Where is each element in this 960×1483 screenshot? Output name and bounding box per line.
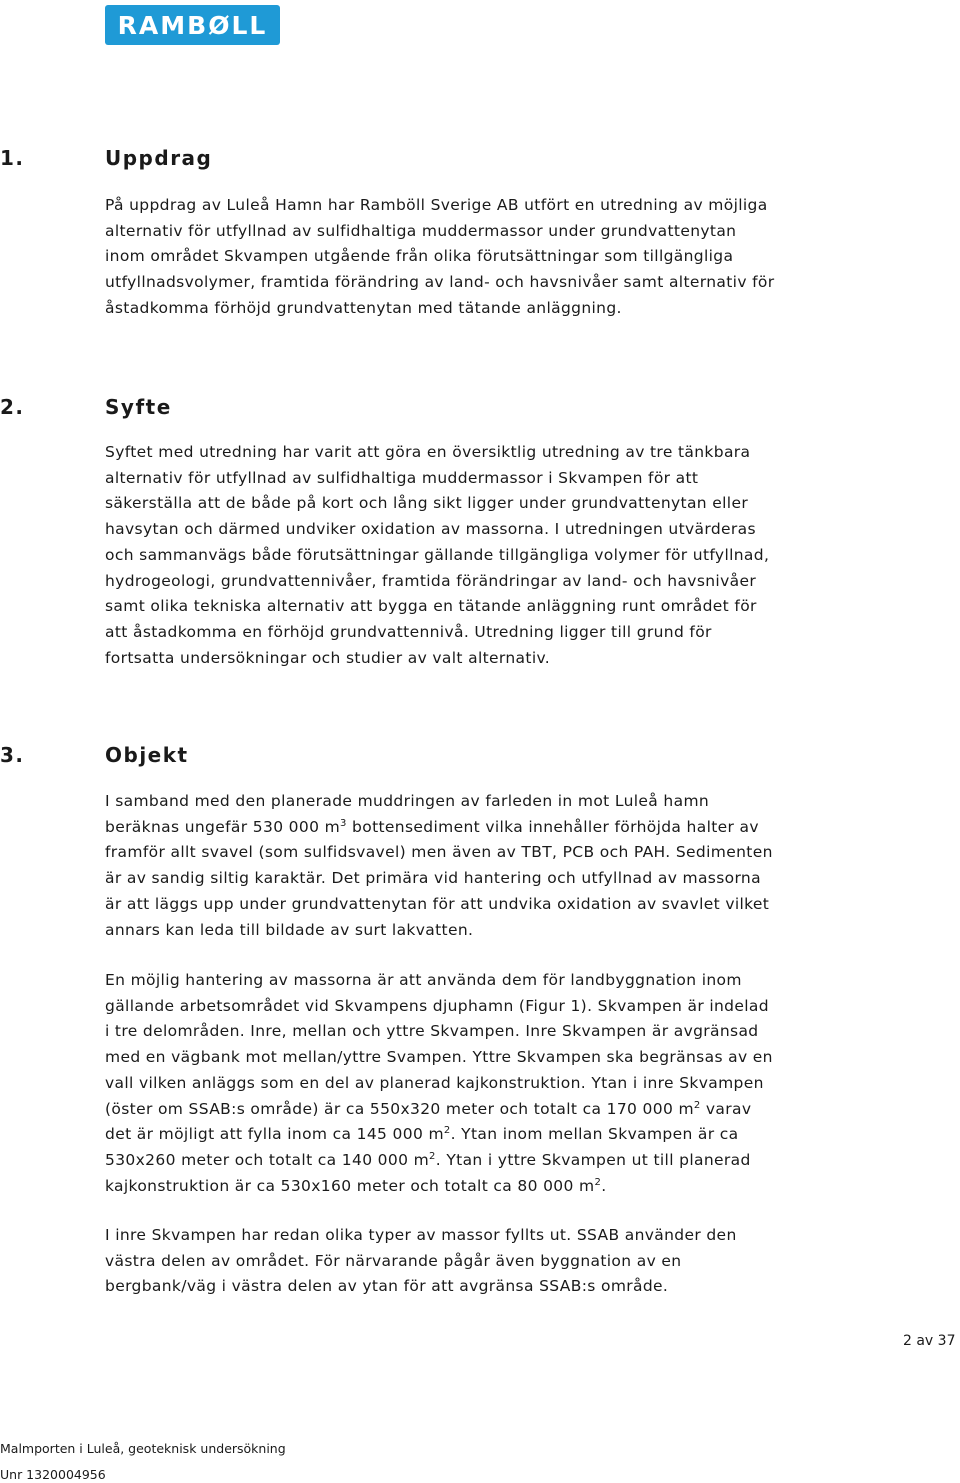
- paragraph-line: och sammanvägs både förutsättningar gällande tillgängliga volymer för utfyllnad,: [105, 545, 770, 564]
- logo-text: RAMBØLL: [117, 10, 268, 40]
- paragraph-line: havsytan och därmed undviker oxidation av massorna. I utredningen utvärderas: [105, 520, 756, 539]
- paragraph-line: 530x260 meter och totalt ca 140 000 $m^2$. Ytan i yttre Skvampen ut till planerad: [105, 1150, 751, 1169]
- section-title: Objekt: [105, 743, 189, 767]
- paragraph-line: annars kan leda till bildade av surt lakvatten.: [105, 920, 474, 939]
- paragraph: [105, 440, 845, 671]
- paragraph-line: det är möjligt att fylla inom ca 145 000 $m^2$. Ytan inom mellan Skvampen är ca: [105, 1125, 739, 1144]
- paragraph-line: beräknas ungefär 530 000 $m^3$ bottensediment vilka innehåller förhöjda halter av: [105, 817, 759, 836]
- footer-title: Malmporten i Luleå, geoteknisk undersökning: [0, 1441, 286, 1456]
- paragraph-line: hydrogeologi, grundvattennivåer, framtida förändringar av land- och havsnivåer: [105, 571, 757, 590]
- paragraph-line: Syftet med utredning har varit att göra en översiktlig utredning av tre tänkbara: [105, 443, 751, 461]
- paragraph: [105, 968, 845, 1199]
- page-number: 2 av 37: [903, 1333, 956, 1349]
- paragraph-line: I inre Skvampen har redan olika typer av massor fyllts ut. SSAB använder den: [105, 1226, 737, 1244]
- superscript: 2: [429, 1150, 436, 1162]
- paragraph-line: alternativ för utfyllnad av sulfidhaltiga muddermassor i Skvampen för att: [105, 468, 699, 487]
- paragraph-line: framför allt svavel (som sulfidsvavel) men även av TBT, PCB och PAH. Sedimenten: [105, 843, 773, 862]
- paragraph-line: med en vägbank mot mellan/yttre Svampen. Yttre Skvampen ska begränsas av en: [105, 1048, 773, 1067]
- paragraph-line: inom området Skvampen utgående från olika förutsättningar som tillgängliga: [105, 247, 734, 266]
- section-heading-2: [0, 395, 172, 419]
- section-title: Syfte: [105, 395, 172, 419]
- superscript: 2: [443, 1125, 451, 1137]
- paragraph-line: gällande arbetsområdet vid Skvampens djuphamn (Figur 1). Skvampen är indelad: [105, 996, 769, 1015]
- paragraph-line: fortsatta undersökningar och studier av valt alternativ.: [105, 648, 551, 667]
- paragraph-line: På uppdrag av Luleå Hamn har Ramböll Sverige AB utfört en utredning av möjliga: [105, 196, 768, 214]
- paragraph-line: åstadkomma förhöjd grundvattenytan med tätande anläggning.: [105, 298, 622, 317]
- section-title: Uppdrag: [105, 146, 213, 170]
- paragraph-line: västra delen av området. För närvarande pågår även byggnation av en: [105, 1251, 682, 1270]
- paragraph: [105, 1223, 845, 1300]
- paragraph-line: (öster om SSAB:s område) är ca 550x320 meter och totalt ca 170 000 $m^2$ varav: [105, 1099, 752, 1118]
- paragraph-line: utfyllnadsvolymer, framtida förändring av land- och havsnivåer samt alternativ för: [105, 273, 775, 292]
- section-number: 2.: [0, 395, 25, 419]
- paragraph-line: säkerställa att de både på kort och lång sikt ligger under grundvattenytan eller: [105, 494, 749, 513]
- paragraph: [105, 193, 845, 322]
- paragraph-line: är att läggs upp under grundvattenytan för att undvika oxidation av svavlet vilket: [105, 894, 770, 913]
- superscript: 2: [594, 1176, 602, 1188]
- section-number: 3.: [0, 743, 25, 767]
- section-number: 1.: [0, 146, 25, 170]
- paragraph-line: i tre delområden. Inre, mellan och yttre Skvampen. Inre Skvampen är avgränsad: [105, 1022, 759, 1041]
- paragraph: [105, 789, 845, 943]
- paragraph-line: bergbank/väg i västra delen av ytan för att avgränsa SSAB:s område.: [105, 1277, 669, 1296]
- paragraph-line: samt olika tekniska alternativ att bygga en tätande anläggning runt området för: [105, 597, 757, 616]
- paragraph-line: är av sandig siltig karaktär. Det primära vid hantering och utfyllnad av massorna: [105, 869, 761, 888]
- ramboll-logo: [105, 5, 280, 45]
- paragraph-line: kajkonstruktion är ca 530x160 meter och totalt ca 80 000 $m^2$.: [105, 1176, 607, 1195]
- paragraph-line: En möjlig hantering av massorna är att använda dem för landbyggnation inom: [105, 971, 742, 989]
- superscript: 3: [340, 817, 347, 829]
- paragraph-line: vall vilken anläggs som en del av planerad kajkonstruktion. Ytan i inre Skvampen: [105, 1073, 764, 1092]
- section-heading-3: [0, 743, 189, 767]
- section-heading-1: [0, 146, 212, 170]
- paragraph-line: alternativ för utfyllnad av sulfidhaltiga muddermassor under grundvattenytan: [105, 221, 737, 240]
- paragraph-line: I samband med den planerade muddringen av farleden in mot Luleå hamn: [105, 792, 710, 810]
- footer-doc-number: Unr 1320004956: [0, 1467, 106, 1482]
- paragraph-line: att åstadkomma en förhöjd grundvattennivå. Utredning ligger till grund för: [105, 622, 712, 641]
- superscript: 2: [693, 1099, 701, 1111]
